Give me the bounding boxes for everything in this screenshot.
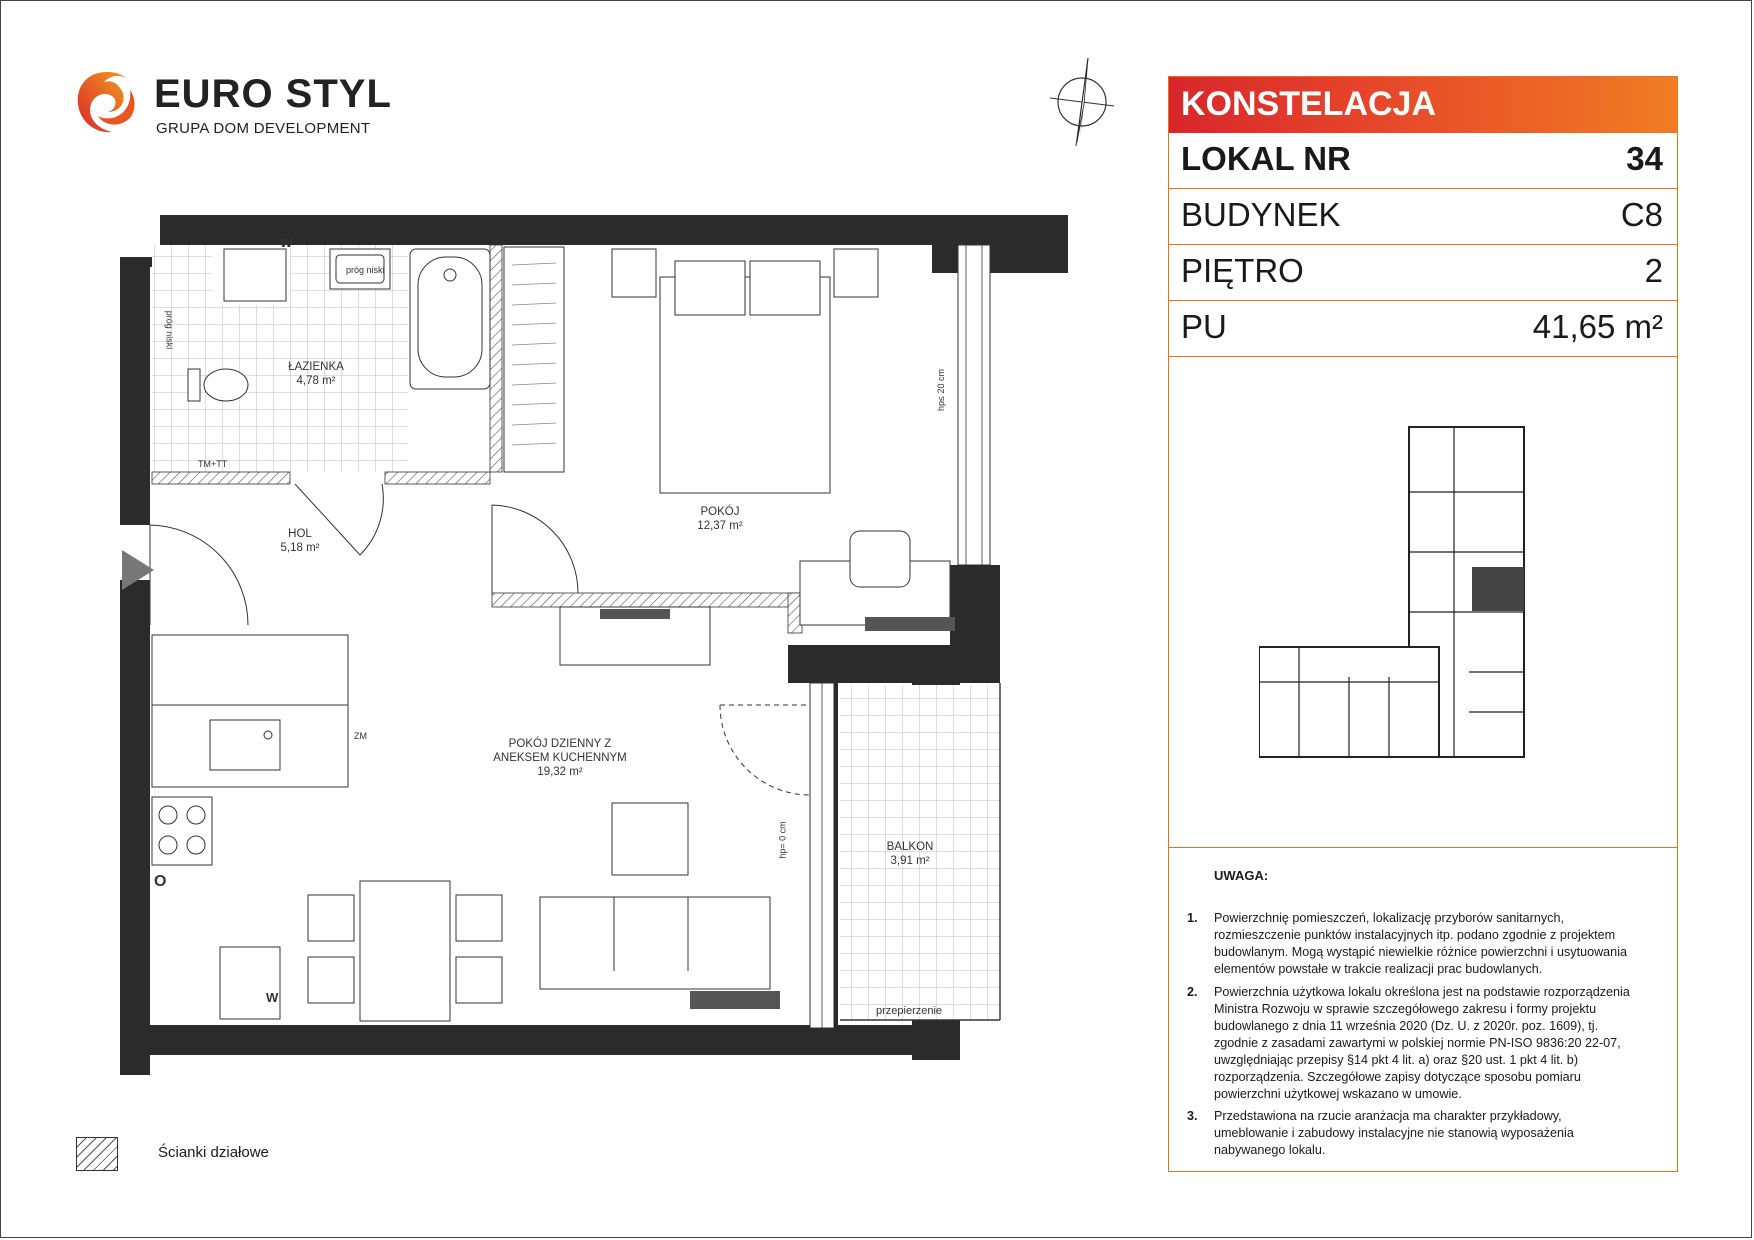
balcony-label: BALKON 3,91 m² bbox=[886, 841, 934, 867]
unit-info-panel bbox=[1168, 76, 1678, 1172]
unit-number-key: LOKAL NR bbox=[1181, 140, 1351, 177]
area-key: PU bbox=[1181, 308, 1227, 345]
logo-title: EURO STYL bbox=[154, 72, 392, 116]
area-value: 41,65 m² bbox=[1532, 308, 1663, 345]
euro-styl-logo bbox=[74, 70, 392, 140]
unit-number-row bbox=[1169, 133, 1677, 189]
north-arrow-icon bbox=[1044, 52, 1120, 152]
investment-name: KONSTELACJA bbox=[1181, 85, 1437, 123]
water-label-bathroom: W bbox=[280, 235, 293, 250]
partition-wall-legend-label: Ścianki działowe bbox=[158, 1144, 269, 1161]
door-height-label: hp= 0 cm bbox=[777, 821, 788, 859]
building-key: BUDYNEK bbox=[1181, 196, 1341, 233]
bathroom-label: ŁAZIENKA 4,78 m² bbox=[288, 361, 344, 387]
floor-plan bbox=[120, 205, 1140, 1075]
building-value: C8 bbox=[1620, 196, 1663, 233]
partition-wall-legend-swatch bbox=[76, 1137, 118, 1171]
zm-label: ZM bbox=[354, 731, 367, 741]
tmtt-label: TM+TT bbox=[198, 459, 228, 469]
floor-row bbox=[1169, 245, 1677, 301]
area-row bbox=[1169, 301, 1677, 357]
highlighted-unit bbox=[1472, 567, 1524, 611]
building-key-plan bbox=[1259, 422, 1559, 782]
window-height-label: hp≤ 20 cm bbox=[935, 369, 946, 411]
water-label-kitchen: W bbox=[266, 990, 279, 1005]
investment-header bbox=[1169, 77, 1677, 133]
floor-key: PIĘTRO bbox=[1181, 252, 1304, 289]
outlet-label: O bbox=[154, 873, 167, 890]
flame-logo-icon bbox=[74, 70, 140, 136]
threshold-label: próg niski bbox=[346, 265, 385, 275]
notes-section: UWAGA: 1. Powierzchnię pomieszczeń, lokalizację przyborów sanitarnych, rozmieszczenie punktów instalacyjnych itp. podano zgodnie z projektem budowlanym. Mogą wystąpić niewielkie różnice powierzchni i usytuowania elementów powstałe w trakcie realizacji prac budowlanych. 2. Powierzchnia użytkowa lokalu określona jest na podstawie rozporządzenia Ministra Rozwoju w sprawie szczegółowego zakresu i formy projektu budowlanego z dnia 11 września 2020 (Dz. U. z 2020r. poz. 1609), tj. zgodnie z zasadami zawartymi w polskiej normie PN-ISO 9836:20 22-07, uwzględniając przepisy §14 pkt 4 lit. a) oraz §20 ust. 1 pkt 4 lit. b) rozporządzenia. Szczegółowe zapisy dotyczące sposobu pomiaru powierzchni użytkowej wskazano w umowie. 3. Przedstawiona na rzucie aranżacja ma charakter przykładowy, umeblowanie i zabudowy instalacyjne nie stanowią wyposażenia nabywanego lokalu. bbox=[1169, 847, 1677, 1174]
building-row bbox=[1169, 189, 1677, 245]
partition-label: przepierzenie bbox=[876, 1005, 943, 1017]
hall-label: HOL 5,18 m² bbox=[280, 528, 320, 554]
floor-value: 2 bbox=[1644, 252, 1663, 289]
threshold-label-2: próg niski bbox=[164, 310, 175, 350]
notes-title: UWAGA: bbox=[1214, 868, 1269, 883]
living-room-label: POKÓJ DZIENNY Z ANEKSEM KUCHENNYM 19,32 m² bbox=[493, 738, 627, 778]
floor-plan-drawing bbox=[120, 205, 1140, 1075]
bedroom-label: POKÓJ 12,37 m² bbox=[697, 506, 743, 532]
unit-number-value: 34 bbox=[1626, 140, 1663, 177]
logo-subtitle: GRUPA DOM DEVELOPMENT bbox=[156, 120, 371, 137]
